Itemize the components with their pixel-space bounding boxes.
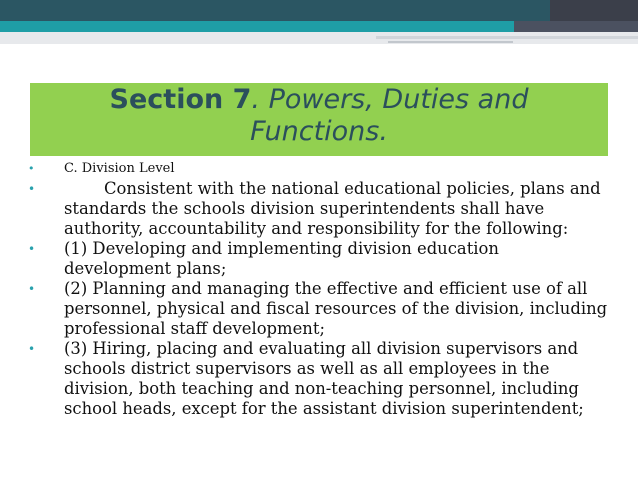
bullet-icon: •	[28, 162, 35, 175]
bullet-icon: •	[28, 342, 36, 356]
title-rest-line1: . Powers, Duties and	[251, 84, 529, 115]
header-band-line	[376, 36, 638, 39]
header-band-line-short	[388, 41, 513, 43]
bullet-text: (3) Hiring, placing and evaluating all division supervisors and schools district supervisors as well as all employees in the division, both teaching and non-teaching personnel, including school heads, except for the assistant division superintendent;	[64, 339, 584, 418]
list-item	[28, 339, 610, 419]
header-band-teal-accent	[514, 21, 638, 32]
slide-title	[30, 84, 608, 148]
header-band-dark-accent	[550, 0, 638, 21]
bullet-text: (2) Planning and managing the effective and efficient use of all personnel, physical and fiscal resources of the division, including professional staff development;	[64, 279, 608, 338]
title-rest-line2: Functions.	[250, 116, 388, 147]
bullet-text: (1) Developing and implementing division education development plans;	[64, 239, 499, 278]
bullet-text: C. Division Level	[64, 161, 175, 176]
bullet-icon: •	[28, 182, 36, 196]
bullet-icon: •	[28, 282, 36, 296]
list-item	[28, 160, 610, 177]
list-item	[28, 279, 610, 339]
header-band-dark	[0, 0, 638, 21]
bullet-list	[28, 160, 610, 419]
bullet-text: Consistent with the national educational policies, plans and standards the schools division superintendents shall have authority, accountability and responsibility for the following:	[64, 179, 601, 238]
list-item	[28, 239, 610, 279]
bullet-icon: •	[28, 242, 36, 256]
list-item	[28, 179, 610, 239]
title-section: Section 7	[109, 84, 252, 115]
